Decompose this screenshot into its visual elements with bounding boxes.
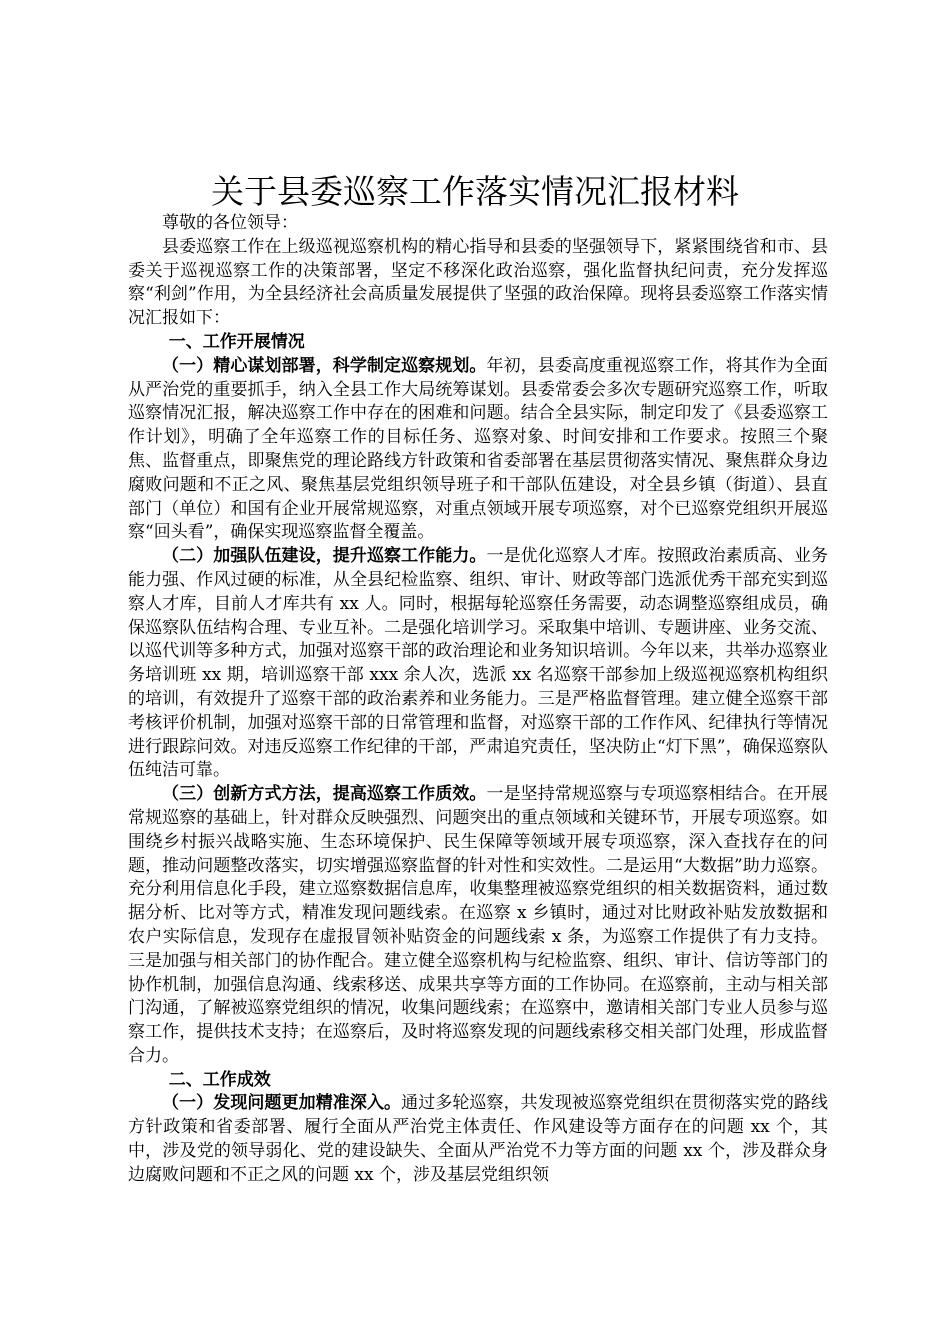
paragraph-lead: （一）发现问题更加精准深入。: [162, 1093, 402, 1114]
paragraph-text: 年初，县委高度重视巡察工作，将其作为全面从严治党的重要抓手，纳入全县工作大局统筹谋划。县委常委会多次专题研究巡察工作，听取巡察情况汇报，解决巡察工作中存在的困难和问题。结合全县实际，制定印发了《县委巡察工作计划》，明确了全年巡察工作的目标任务、巡察对象、时间安排和工作要求。按照三个聚焦、监督重点，即聚焦党的理论路线方针政策和省委部署在基层贯彻落实情况、聚焦群众身边腐败问题和不正之风、聚焦基层党组织领导班子和干部队伍建设，对全县乡镇（街道）、县直部门（单位）和国有企业开展常规巡察，对重点领域开展专项巡察，对个已巡察党组织开展巡察“回头看”，确保实现巡察监督全覆盖。: [128, 355, 828, 543]
paragraph-lead: （三）创新方式方法，提高巡察工作质效。: [162, 784, 487, 805]
intro-paragraph: 县委巡察工作在上级巡视巡察机构的精心指导和县委的坚强领导下，紧紧围绕省和市、县委关于巡视巡察工作的决策部署，坚定不移深化政治巡察，强化监督执纪问责，充分发挥巡察“利剑”作用，为全县经济社会高质量发展提供了坚强的政治保障。现将县委巡察工作落实情况汇报如下：: [128, 236, 828, 329]
paragraph-lead: （二）加强队伍建设，提升巡察工作能力。: [162, 546, 487, 567]
section-heading-1: 一、工作开展情况: [168, 331, 305, 352]
document-title: 关于县委巡察工作落实情况汇报材料: [211, 172, 739, 211]
paragraph-1-2: [128, 545, 828, 783]
paragraph-2-1: [128, 1092, 828, 1187]
salutation: 尊敬的各位领导：: [162, 213, 298, 233]
paragraph-text: 一是优化巡察人才库。按照政治素质高、业务能力强、作风过硬的标准，从全县纪检监察、组织、审计、财政等部门选派优秀干部充实到巡察人才库，目前人才库共有 xx 人。同时，根据每轮巡察任务需要，动态调整巡察组成员，确保巡察队伍结构合理、专业互补。二是强化培训学习。采取集中培训、专题讲座、业务交流、以巡代训等多种方式，加强对巡察干部的政治理论和业务知识培训。今年以来，共举办巡察业务培训班 xx 期，培训巡察干部 xxx 余人次，选派 xx 名巡察干部参加上级巡视巡察机构组织的培训，有效提升了巡察干部的政治素养和业务能力。三是严格监督管理。建立健全巡察干部考核评价机制，加强对巡察干部的日常管理和监督，对巡察干部的工作作风、纪律执行等情况进行跟踪问效。对违反巡察工作纪律的干部，严肃追究责任，坚决防止“灯下黑”，确保巡察队伍纯洁可靠。: [128, 546, 828, 781]
paragraph-lead: （一）精心谋划部署，科学制定巡察规划。: [162, 355, 487, 376]
document-body: [128, 212, 828, 1188]
section-heading-2: 二、工作成效: [168, 1069, 271, 1090]
paragraph-text: 通过多轮巡察，共发现被巡察党组织在贯彻落实党的路线方针政策和省委部署、履行全面从严治党主体责任、作风建设等方面存在的问题 xx 个，其中，涉及党的领导弱化、党的建设缺失、全面从严治党不力等方面的问题 xx 个，涉及群众身边腐败问题和不正之风的问题 xx 个，涉及基层党组织领: [128, 1093, 829, 1185]
paragraph-text: 一是坚持常规巡察与专项巡察相结合。在开展常规巡察的基础上，针对群众反映强烈、问题突出的重点领域和关键环节，开展专项巡察。如围绕乡村振兴战略实施、生态环境保护、民生保障等领域开展专项巡察，深入查找存在的问题，推动问题整改落实，切实增强巡察监督的针对性和实效性。二是运用“大数据”助力巡察。充分利用信息化手段，建立巡察数据信息库，收集整理被巡察党组织的相关数据资料，通过数据分析、比对等方式，精准发现问题线索。在巡察 x 乡镇时，通过对比财政补贴发放数据和农户实际信息，发现存在虚报冒领补贴资金的问题线索 x 条，为巡察工作提供了有力支持。三是加强与相关部门的协作配合。建立健全巡察机构与纪检监察、组织、审计、信访等部门的协作机制，加强信息沟通、线索移送、成果共享等方面的工作协同。在巡察前，主动与相关部门沟通，了解被巡察党组织的情况，收集问题线索；在巡察中，邀请相关部门专业人员参与巡察工作，提供技术支持；在巡察后，及时将巡察发现的问题线索移交相关部门处理，形成监督合力。: [128, 784, 828, 1066]
paragraph-1-1: [128, 355, 828, 545]
paragraph-1-3: [128, 783, 828, 1069]
